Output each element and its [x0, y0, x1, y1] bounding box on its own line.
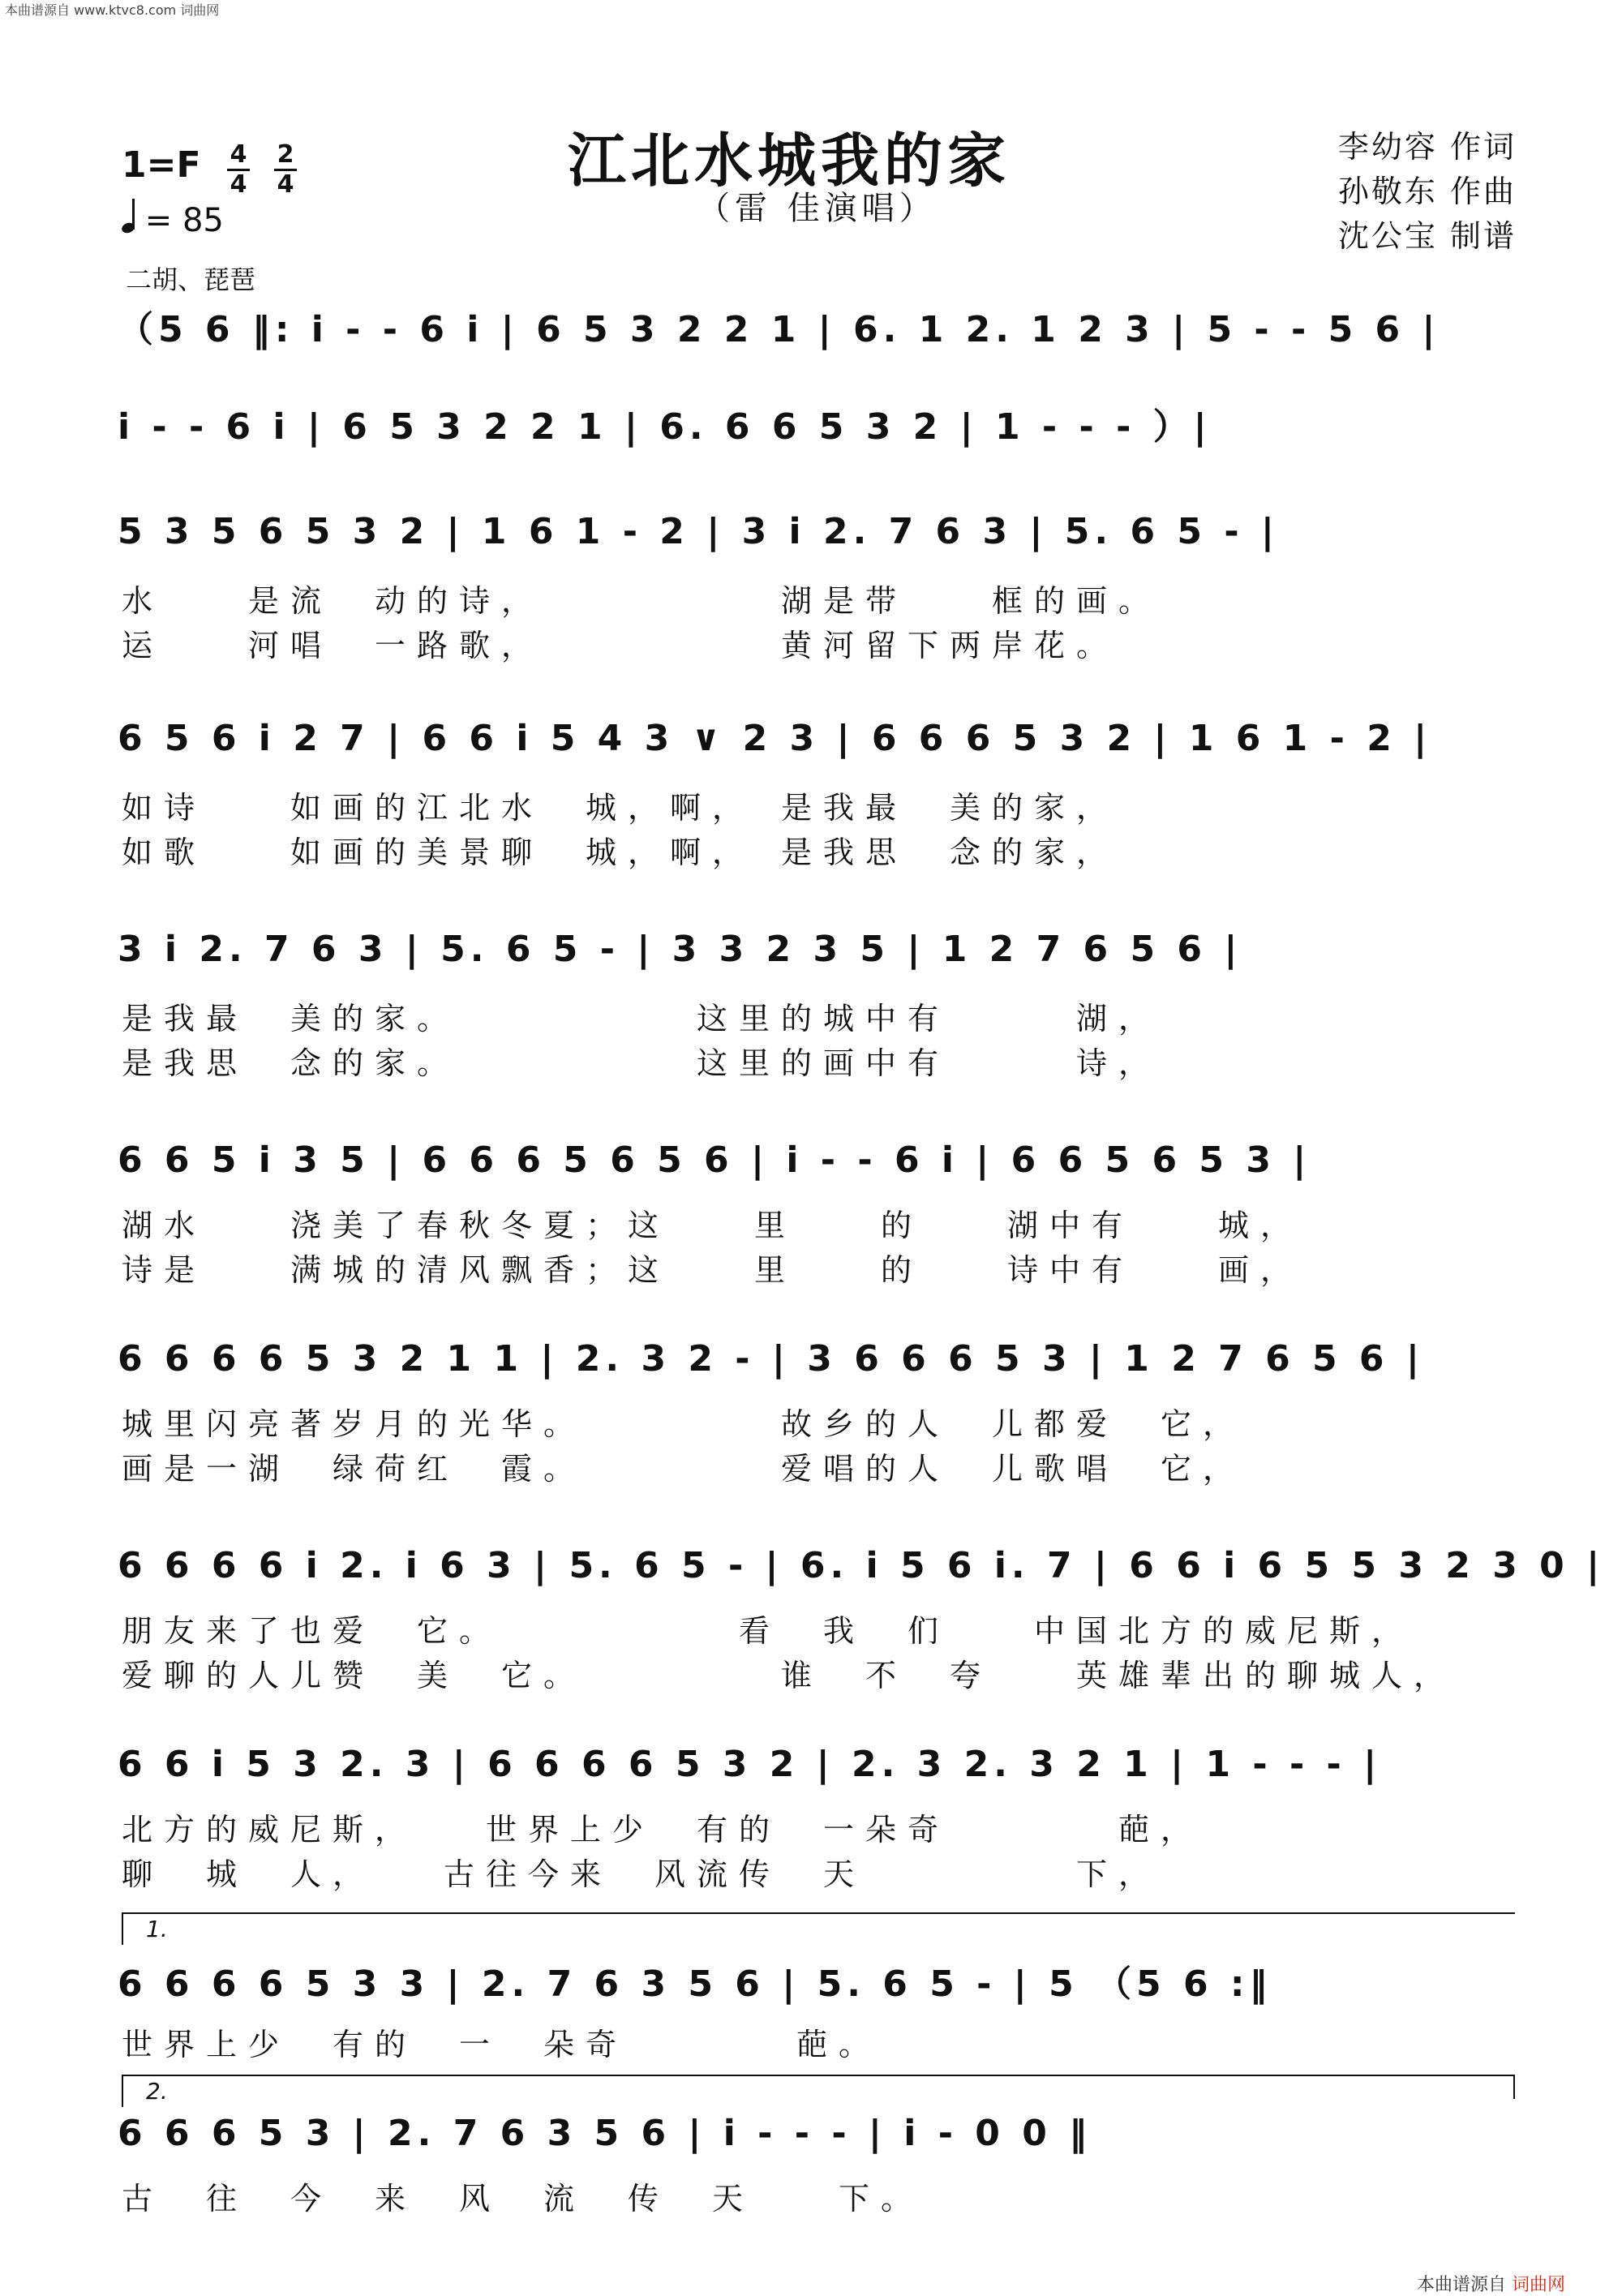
lyrics-row-4-verse-1: 如诗 如画的江北水 城，啊， 是我最 美的家，	[122, 790, 1119, 826]
lyrics-row-10: 世界上少 有的 一 朵奇 葩。	[122, 2027, 882, 2062]
notation-row-4: 6 5 6 i̇ 2 7 | 6 6 i̇ 5 4 3 ∨ 2 3 | 6 6 6 5 3 2 | 1 6 1 - 2 |	[118, 718, 1432, 759]
instrument-label: 二胡、琵琶	[126, 264, 256, 295]
lyrics-row-3-verse-1: 水 是流 动的诗， 湖是带 框的画。	[122, 583, 1161, 619]
song-subtitle: （雷 佳演唱）	[697, 190, 937, 227]
lyrics-row-3-verse-2: 运 河唱 一路歌， 黄河留下两岸花。	[122, 628, 1119, 663]
credit-lyricist: 李幼容 作词	[1337, 129, 1517, 165]
notation-row-3: 5 3 5 6 5 3 2 | 1 6 1 - 2 | 3 i̇ 2. 7 6 3 | 5. 6 5 - |	[118, 511, 1279, 552]
notation-row-9: 6 6 i̇ 5 3 2. 3 | 6 6 6 6 5 3 2 | 2. 3 2. 3 2 1 | 1 - - - |	[118, 1744, 1382, 1785]
lyrics-row-9-verse-1: 北方的威尼斯， 世界上少 有的 一朵奇 葩，	[122, 1812, 1204, 1848]
notation-row-11: 6 6 6 5 3 | 2. 7 6 3 5 6 | i̇ - - - | i̇ - 0 0 ‖	[118, 2113, 1092, 2154]
volta-2-bracket	[122, 2075, 1515, 2076]
watermark-top: 本曲谱源自 www.ktvc8.com 词曲网	[5, 2, 220, 18]
lyrics-row-8-verse-1: 朋友来了也爱 它。 看 我 们 中国北方的威尼斯，	[122, 1613, 1414, 1649]
volta-2-number: 2.	[146, 2078, 168, 2105]
tempo-marking: = 85	[122, 199, 224, 239]
lyrics-row-9-verse-2: 聊 城 人， 古往今来 风流传 天 下，	[122, 1856, 1161, 1892]
lyrics-row-4-verse-2: 如歌 如画的美景聊 城，啊， 是我思 念的家，	[122, 835, 1119, 870]
lyrics-row-6-verse-1: 湖水 浇美了春秋冬夏；这 里 的 湖中有 城，	[122, 1208, 1303, 1243]
lyrics-row-11: 古 往 今 来 风 流 传 天 下。	[122, 2181, 924, 2217]
time-signature-1: 4 4	[227, 143, 250, 197]
lyrics-row-7-verse-1: 城里闪亮著岁月的光华。 故乡的人 儿都爱 它，	[122, 1406, 1246, 1442]
lyrics-row-8-verse-2: 爱聊的人儿赞 美 它。 谁 不 夸 英雄辈出的聊城人，	[122, 1658, 1457, 1693]
notation-row-2: i̇ - - 6 i̇ | 6 5 3 2 2 1 | 6. 6 6 5 3 2 | 1 - - - ）|	[118, 406, 1212, 448]
lyrics-row-7-verse-2: 画是一湖 绿荷红 霞。 爱唱的人 儿歌唱 它，	[122, 1451, 1246, 1487]
notation-row-10: 6 6 6 6 5 3 3 | 2. 7 6 3 5 6 | 5. 6 5 - | 5 （5 6 :‖	[118, 1963, 1272, 2005]
key-signature: 1=F	[122, 144, 201, 186]
notation-row-6: 6 6 5 i̇ 3 5 | 6 6 6 5 6 5 6 | i̇ - - 6 i̇ | 6 6 5 6 5 3 |	[118, 1139, 1311, 1181]
notation-row-5: 3 i̇ 2. 7 6 3 | 5. 6 5 - | 3 3 2 3 5 | 1 2 7 6 5 6 |	[118, 929, 1242, 970]
credit-transcriber: 沈公宝 制谱	[1337, 218, 1517, 254]
volta-1-number: 1.	[146, 1916, 168, 1942]
volta-1-bracket	[122, 1912, 1515, 1914]
notation-row-7: 6 6 6 6 5 3 2 1 1 | 2. 3 2 - | 3 6 6 6 5 3 | 1 2 7 6 5 6 |	[118, 1338, 1424, 1380]
notation-row-1: （5 6 ‖: i̇ - - 6 i̇ | 6 5 3 2 2 1 | 6. 1 2. 1 2 3 | 5 - - 5 6 |	[118, 309, 1440, 350]
lyrics-row-5-verse-1: 是我最 美的家。 这里的城中有 湖，	[122, 1001, 1161, 1036]
notation-row-8: 6 6 6 6 i̇ 2. i̇ 6 3 | 5. 6 5 - | 6. i̇ 5 6 i̇. 7 | 6 6 i̇ 6 5 5 3 2 3 0 |	[118, 1545, 1605, 1586]
lyrics-row-6-verse-2: 诗是 满城的清风飘香；这 里 的 诗中有 画，	[122, 1252, 1303, 1288]
watermark-bottom: 本曲谱源自 词曲网	[1416, 2275, 1565, 2295]
lyrics-row-5-verse-2: 是我思 念的家。 这里的画中有 诗，	[122, 1045, 1161, 1081]
credit-composer: 孙敬东 作曲	[1337, 174, 1517, 209]
time-signature-2: 2 4	[274, 143, 297, 197]
song-title: 江北水城我的家	[568, 126, 1011, 195]
